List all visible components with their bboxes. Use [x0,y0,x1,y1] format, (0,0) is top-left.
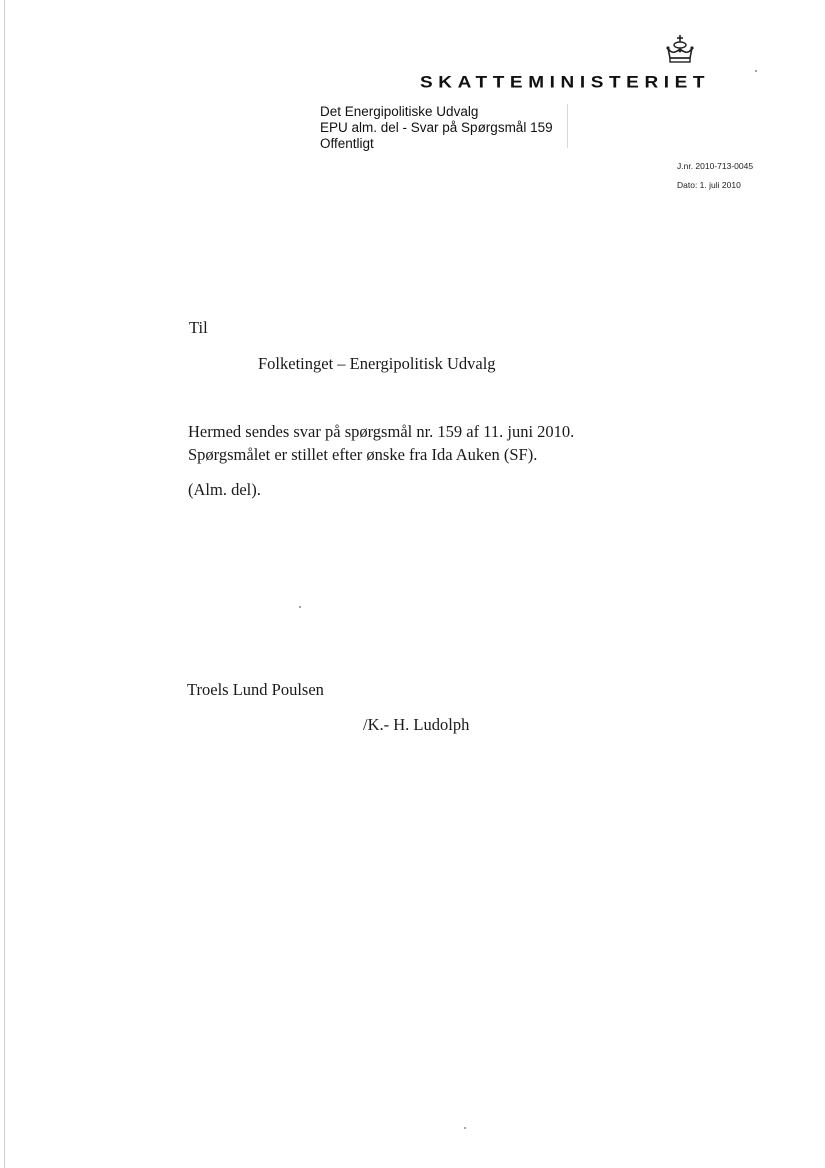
scan-speck [464,1127,466,1129]
letter-date: Dato: 1. juli 2010 [677,180,741,190]
body-note: (Alm. del). [188,480,261,499]
ministry-name: SKATTEMINISTERIET [420,74,711,92]
body-line-1: Hermed sendes svar på spørgsmål nr. 159 af 11. juni 2010. [188,422,575,441]
recipient: Folketinget – Energipolitisk Udvalg [258,354,496,373]
signatory-name: Troels Lund Poulsen [187,680,324,699]
body-line-2: Spørgsmålet er stillet efter ønske fra Ida Auken (SF). [188,445,538,464]
journal-number: J.nr. 2010-713-0045 [677,161,754,171]
stamp-reference: EPU alm. del - Svar på Spørgsmål 159 [320,120,553,135]
royal-crown-icon [664,34,696,64]
scan-edge-line [4,0,5,1168]
stamp-status: Offentligt [320,136,374,151]
stamp-divider [567,104,568,148]
salutation: Til [189,318,208,337]
reference-block [677,157,753,195]
signed-by: /K.- H. Ludolph [363,715,470,734]
scan-speck [299,606,301,608]
stamp-committee: Det Energipolitiske Udvalg [320,104,479,119]
receipt-stamp [320,104,553,152]
scan-speck [755,70,757,72]
